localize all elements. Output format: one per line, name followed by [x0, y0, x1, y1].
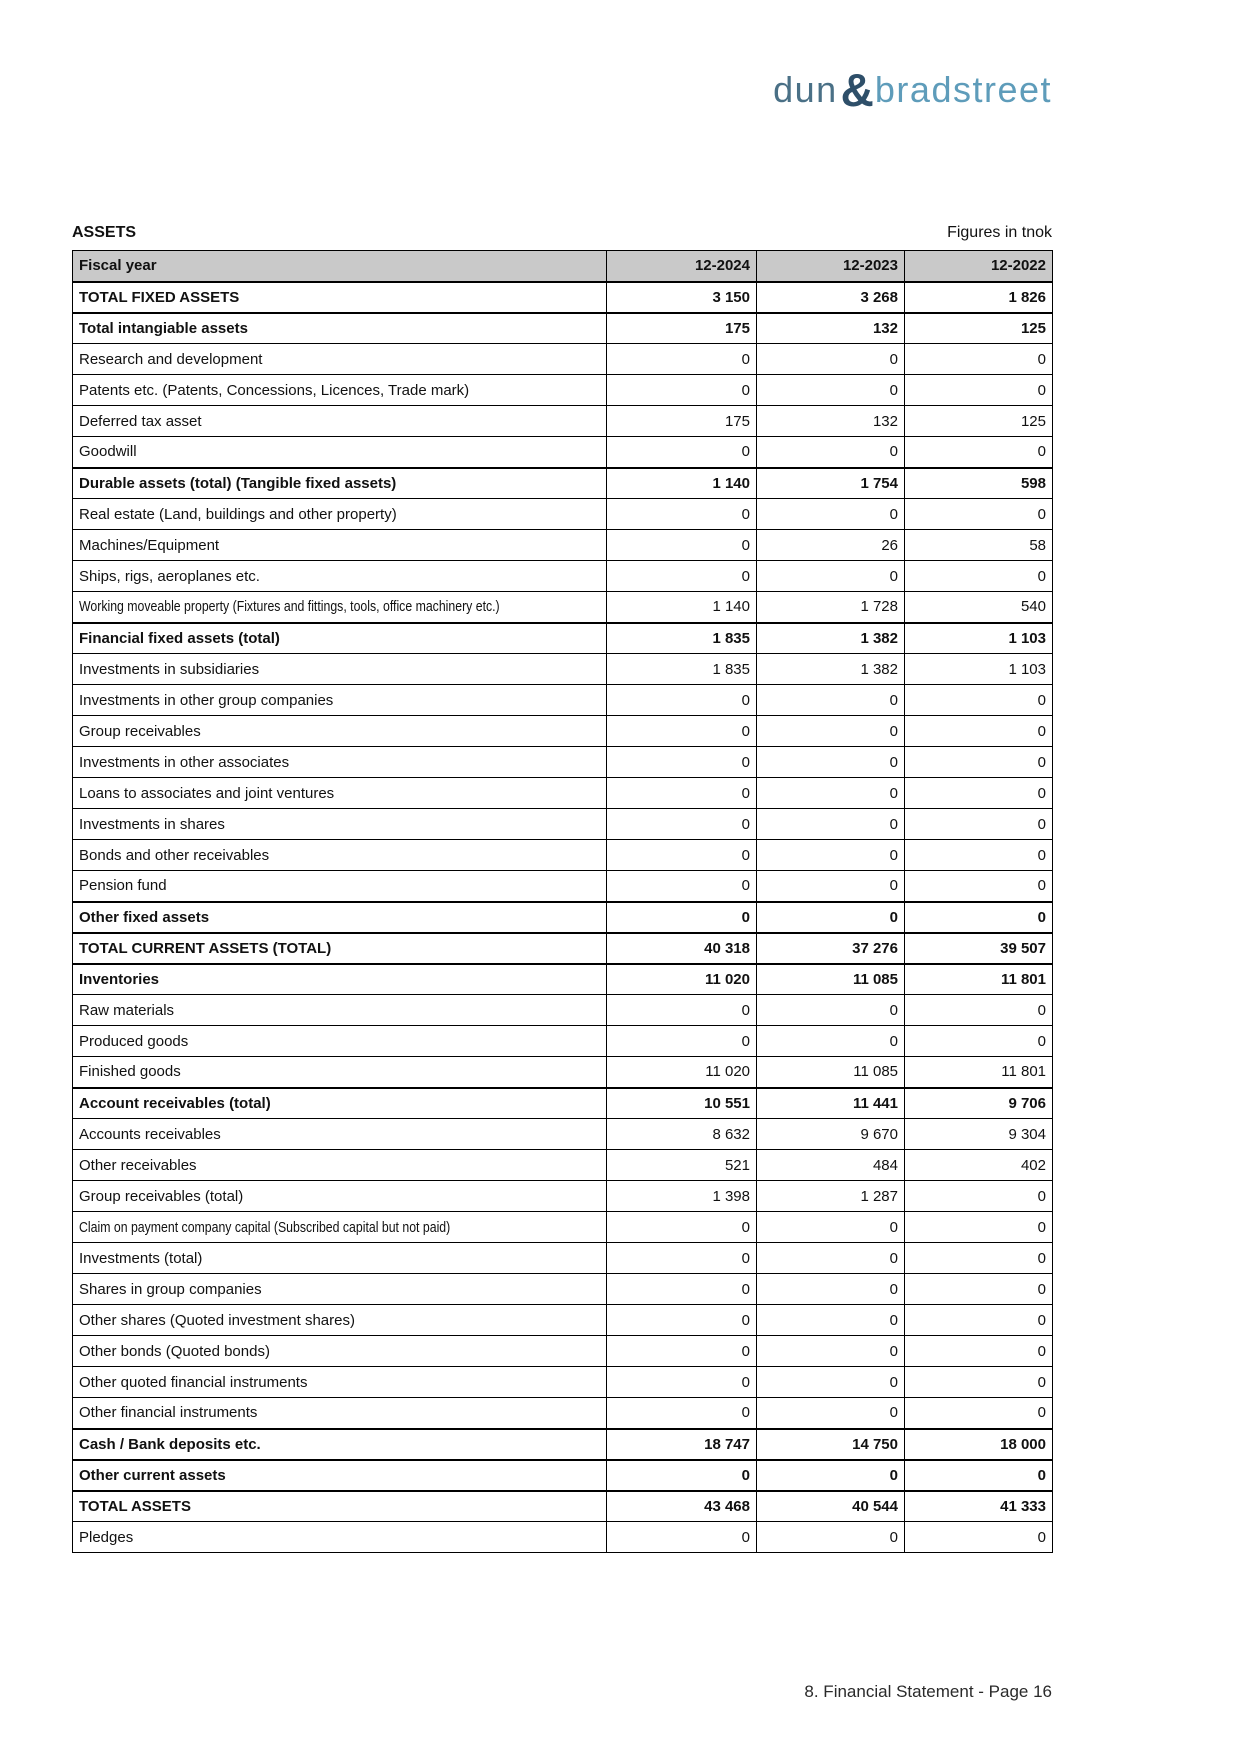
row-label: Durable assets (total) (Tangible fixed assets) [73, 468, 607, 499]
value-cell: 0 [905, 1522, 1053, 1553]
row-label: Investments in other associates [73, 747, 607, 778]
value-cell: 3 150 [607, 282, 757, 313]
row-label: Other current assets [73, 1460, 607, 1491]
value-cell: 1 287 [757, 1181, 905, 1212]
row-label: Other fixed assets [73, 902, 607, 933]
table-row [73, 623, 1053, 654]
table-row [73, 1119, 1053, 1150]
row-label: Financial fixed assets (total) [73, 623, 607, 654]
value-cell: 132 [757, 406, 905, 437]
value-cell: 0 [757, 1398, 905, 1429]
value-cell: 1 103 [905, 654, 1053, 685]
value-cell: 0 [757, 778, 905, 809]
table-row [73, 561, 1053, 592]
value-cell: 11 020 [607, 1057, 757, 1088]
table-row [73, 592, 1053, 623]
value-cell: 1 103 [905, 623, 1053, 654]
table-row [73, 1274, 1053, 1305]
value-cell: 175 [607, 313, 757, 344]
value-cell: 0 [607, 437, 757, 468]
row-label: Account receivables (total) [73, 1088, 607, 1119]
table-row [73, 1491, 1053, 1522]
value-cell: 0 [905, 716, 1053, 747]
value-cell: 0 [757, 1522, 905, 1553]
value-cell: 0 [905, 344, 1053, 375]
row-label: Cash / Bank deposits etc. [73, 1429, 607, 1460]
column-header-year: 12-2022 [905, 251, 1053, 282]
value-cell: 0 [607, 1336, 757, 1367]
value-cell: 0 [905, 437, 1053, 468]
value-cell: 0 [757, 1243, 905, 1274]
value-cell: 1 382 [757, 654, 905, 685]
row-label: Deferred tax asset [73, 406, 607, 437]
value-cell: 9 670 [757, 1119, 905, 1150]
value-cell: 0 [905, 1026, 1053, 1057]
table-row [73, 1336, 1053, 1367]
value-cell: 0 [905, 375, 1053, 406]
value-cell: 0 [905, 809, 1053, 840]
value-cell: 0 [607, 344, 757, 375]
value-cell: 39 507 [905, 933, 1053, 964]
value-cell: 0 [757, 1460, 905, 1491]
table-row [73, 1181, 1053, 1212]
table-row [73, 933, 1053, 964]
row-label: Patents etc. (Patents, Concessions, Licences, Trade mark) [73, 375, 607, 406]
value-cell: 11 801 [905, 1057, 1053, 1088]
value-cell: 1 728 [757, 592, 905, 623]
value-cell: 540 [905, 592, 1053, 623]
assets-table-body [73, 282, 1053, 1553]
value-cell: 0 [905, 499, 1053, 530]
value-cell: 0 [607, 375, 757, 406]
section-title: ASSETS [72, 224, 137, 241]
value-cell: 598 [905, 468, 1053, 499]
value-cell: 0 [607, 1367, 757, 1398]
value-cell: 0 [757, 716, 905, 747]
value-cell: 1 826 [905, 282, 1053, 313]
value-cell: 1 835 [607, 654, 757, 685]
value-cell: 40 544 [757, 1491, 905, 1522]
value-cell: 0 [757, 344, 905, 375]
value-cell: 40 318 [607, 933, 757, 964]
table-row [73, 840, 1053, 871]
value-cell: 125 [905, 313, 1053, 344]
value-cell: 0 [905, 840, 1053, 871]
row-label: Raw materials [73, 995, 607, 1026]
value-cell: 0 [757, 1212, 905, 1243]
table-row [73, 1522, 1053, 1553]
value-cell: 0 [905, 747, 1053, 778]
value-cell: 11 801 [905, 964, 1053, 995]
units-note: Figures in tnok [947, 224, 1052, 241]
row-label: Finished goods [73, 1057, 607, 1088]
value-cell: 10 551 [607, 1088, 757, 1119]
value-cell: 0 [905, 1336, 1053, 1367]
row-label: Group receivables [73, 716, 607, 747]
table-row [73, 995, 1053, 1026]
value-cell: 0 [757, 1367, 905, 1398]
row-label: Produced goods [73, 1026, 607, 1057]
value-cell: 0 [607, 530, 757, 561]
value-cell: 0 [905, 778, 1053, 809]
dun-and-bradstreet-logo [773, 64, 1052, 116]
value-cell: 9 304 [905, 1119, 1053, 1150]
value-cell: 0 [607, 1026, 757, 1057]
value-cell: 0 [607, 716, 757, 747]
value-cell: 0 [757, 1305, 905, 1336]
value-cell: 1 398 [607, 1181, 757, 1212]
value-cell: 132 [757, 313, 905, 344]
value-cell: 0 [905, 1305, 1053, 1336]
value-cell: 0 [905, 1367, 1053, 1398]
table-row [73, 654, 1053, 685]
table-row [73, 1429, 1053, 1460]
row-label: Investments in other group companies [73, 685, 607, 716]
table-row [73, 871, 1053, 902]
value-cell: 0 [607, 871, 757, 902]
value-cell: 0 [607, 1212, 757, 1243]
value-cell: 0 [607, 902, 757, 933]
value-cell: 11 085 [757, 1057, 905, 1088]
row-label: Other shares (Quoted investment shares) [73, 1305, 607, 1336]
value-cell: 0 [607, 1522, 757, 1553]
value-cell: 14 750 [757, 1429, 905, 1460]
value-cell: 8 632 [607, 1119, 757, 1150]
row-label: Machines/Equipment [73, 530, 607, 561]
value-cell: 484 [757, 1150, 905, 1181]
table-row [73, 1088, 1053, 1119]
row-label: TOTAL CURRENT ASSETS (TOTAL) [73, 933, 607, 964]
column-header-year: 12-2024 [607, 251, 757, 282]
value-cell: 1 835 [607, 623, 757, 654]
table-row [73, 313, 1053, 344]
row-label: Research and development [73, 344, 607, 375]
value-cell: 0 [757, 375, 905, 406]
row-label: Other financial instruments [73, 1398, 607, 1429]
value-cell: 0 [607, 778, 757, 809]
value-cell: 0 [905, 1460, 1053, 1491]
value-cell: 0 [905, 1243, 1053, 1274]
table-row [73, 468, 1053, 499]
row-label: Other quoted financial instruments [73, 1367, 607, 1398]
value-cell: 0 [905, 1212, 1053, 1243]
value-cell: 0 [905, 1398, 1053, 1429]
table-row [73, 1212, 1053, 1243]
value-cell: 402 [905, 1150, 1053, 1181]
row-label-text: Working moveable property (Fixtures and fittings, tools, office machinery etc.) [79, 598, 500, 616]
row-label: Goodwill [73, 437, 607, 468]
value-cell: 0 [905, 1274, 1053, 1305]
value-cell: 0 [757, 902, 905, 933]
row-label: Inventories [73, 964, 607, 995]
value-cell: 0 [757, 1274, 905, 1305]
value-cell: 0 [757, 840, 905, 871]
value-cell: 1 382 [757, 623, 905, 654]
value-cell: 0 [607, 1274, 757, 1305]
table-row [73, 1026, 1053, 1057]
table-row [73, 406, 1053, 437]
value-cell: 43 468 [607, 1491, 757, 1522]
row-label: Ships, rigs, aeroplanes etc. [73, 561, 607, 592]
table-header-row [73, 251, 1053, 282]
row-label: Shares in group companies [73, 1274, 607, 1305]
table-row [73, 1460, 1053, 1491]
value-cell: 0 [607, 1398, 757, 1429]
table-row [73, 437, 1053, 468]
logo-text-bradstreet: bradstreet [874, 69, 1052, 110]
value-cell: 0 [607, 561, 757, 592]
value-cell: 0 [757, 1026, 905, 1057]
row-label: TOTAL FIXED ASSETS [73, 282, 607, 313]
value-cell: 0 [757, 499, 905, 530]
value-cell: 0 [905, 1181, 1053, 1212]
table-row [73, 902, 1053, 933]
column-header-year: 12-2023 [757, 251, 905, 282]
column-header-fiscal-year: Fiscal year [73, 251, 607, 282]
value-cell: 1 754 [757, 468, 905, 499]
row-label: Total intangiable assets [73, 313, 607, 344]
row-label: Investments in shares [73, 809, 607, 840]
value-cell: 0 [905, 902, 1053, 933]
table-row [73, 375, 1053, 406]
row-label: Pledges [73, 1522, 607, 1553]
value-cell: 0 [905, 561, 1053, 592]
value-cell: 125 [905, 406, 1053, 437]
table-row [73, 747, 1053, 778]
value-cell: 175 [607, 406, 757, 437]
value-cell: 11 085 [757, 964, 905, 995]
logo-text-dun: dun [773, 69, 838, 110]
row-label: Other receivables [73, 1150, 607, 1181]
row-label: Accounts receivables [73, 1119, 607, 1150]
assets-table [72, 250, 1053, 1553]
value-cell: 9 706 [905, 1088, 1053, 1119]
value-cell: 0 [607, 1305, 757, 1336]
table-row [73, 809, 1053, 840]
value-cell: 0 [757, 561, 905, 592]
value-cell: 1 140 [607, 468, 757, 499]
row-label: Real estate (Land, buildings and other property) [73, 499, 607, 530]
value-cell: 26 [757, 530, 905, 561]
row-label: Investments (total) [73, 1243, 607, 1274]
table-row [73, 1398, 1053, 1429]
table-row [73, 1243, 1053, 1274]
assets-table-header [73, 251, 1053, 282]
table-row [73, 1305, 1053, 1336]
value-cell: 0 [757, 437, 905, 468]
logo-ampersand-icon: & [840, 64, 874, 116]
value-cell: 37 276 [757, 933, 905, 964]
row-label [73, 592, 607, 623]
value-cell: 0 [905, 995, 1053, 1026]
row-label: Investments in subsidiaries [73, 654, 607, 685]
table-row [73, 282, 1053, 313]
table-row [73, 685, 1053, 716]
row-label: TOTAL ASSETS [73, 1491, 607, 1522]
value-cell: 11 020 [607, 964, 757, 995]
value-cell: 18 000 [905, 1429, 1053, 1460]
value-cell: 0 [607, 499, 757, 530]
row-label: Group receivables (total) [73, 1181, 607, 1212]
value-cell: 0 [905, 685, 1053, 716]
table-row [73, 778, 1053, 809]
value-cell: 0 [905, 871, 1053, 902]
table-row [73, 499, 1053, 530]
value-cell: 18 747 [607, 1429, 757, 1460]
table-row [73, 964, 1053, 995]
value-cell: 0 [757, 871, 905, 902]
table-title-row [72, 224, 1052, 242]
value-cell: 0 [607, 995, 757, 1026]
value-cell: 0 [607, 809, 757, 840]
table-row [73, 344, 1053, 375]
row-label [73, 1212, 607, 1243]
value-cell: 0 [607, 685, 757, 716]
table-row [73, 1367, 1053, 1398]
value-cell: 58 [905, 530, 1053, 561]
value-cell: 0 [607, 1243, 757, 1274]
value-cell: 521 [607, 1150, 757, 1181]
value-cell: 0 [607, 840, 757, 871]
page-footer: 8. Financial Statement - Page 16 [804, 1682, 1052, 1701]
value-cell: 0 [607, 1460, 757, 1491]
table-row [73, 1150, 1053, 1181]
row-label: Bonds and other receivables [73, 840, 607, 871]
value-cell: 0 [757, 1336, 905, 1367]
value-cell: 0 [757, 809, 905, 840]
row-label-text: Claim on payment company capital (Subscribed capital but not paid) [79, 1218, 451, 1236]
row-label: Loans to associates and joint ventures [73, 778, 607, 809]
table-row [73, 1057, 1053, 1088]
value-cell: 3 268 [757, 282, 905, 313]
table-row [73, 716, 1053, 747]
value-cell: 0 [757, 685, 905, 716]
value-cell: 11 441 [757, 1088, 905, 1119]
row-label: Other bonds (Quoted bonds) [73, 1336, 607, 1367]
value-cell: 0 [757, 995, 905, 1026]
row-label: Pension fund [73, 871, 607, 902]
page-content [72, 0, 1052, 1754]
table-row [73, 530, 1053, 561]
value-cell: 1 140 [607, 592, 757, 623]
value-cell: 0 [757, 747, 905, 778]
value-cell: 41 333 [905, 1491, 1053, 1522]
value-cell: 0 [607, 747, 757, 778]
